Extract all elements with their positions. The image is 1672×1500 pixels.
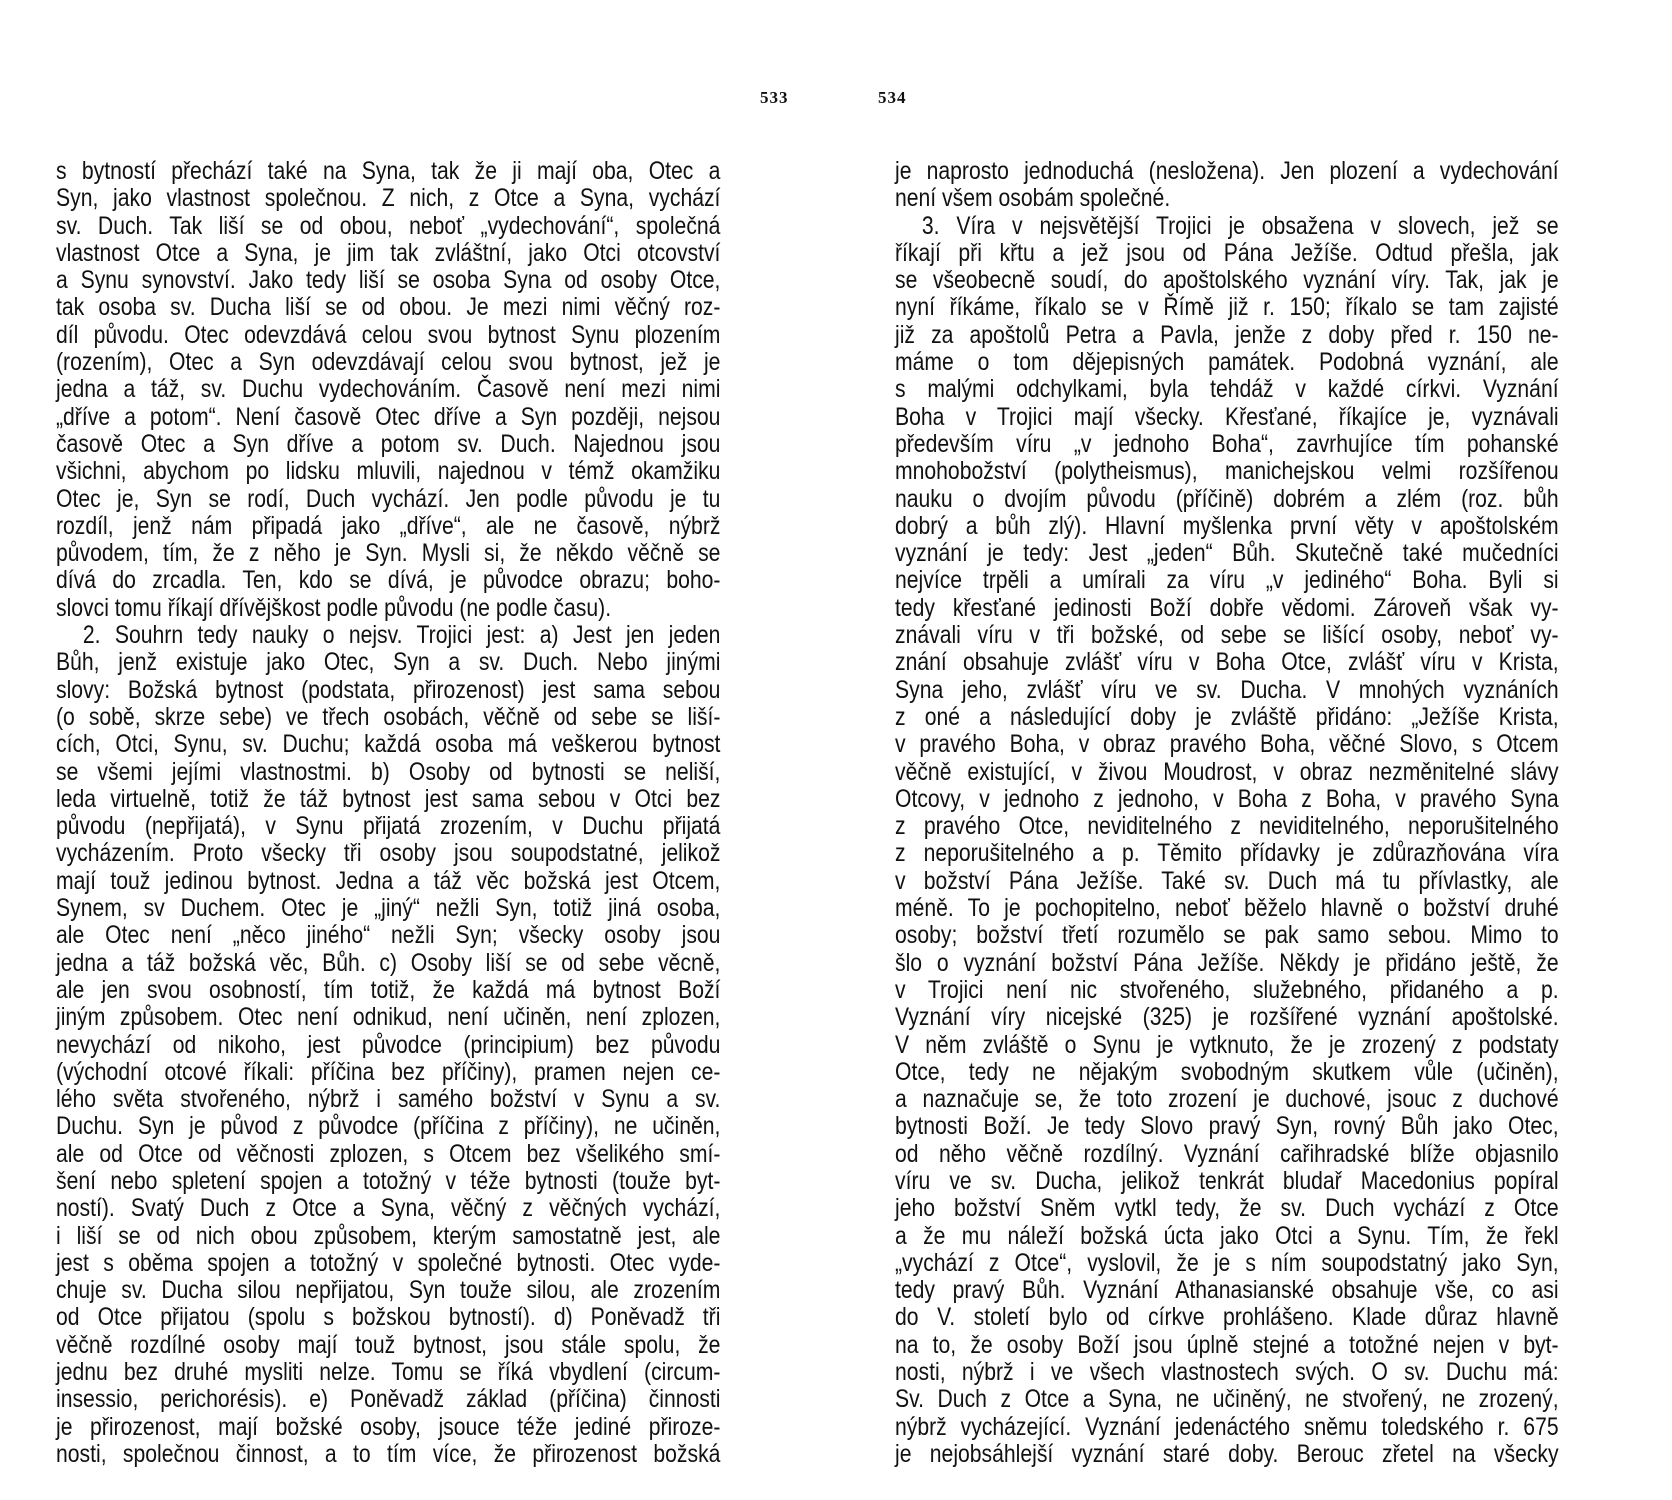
text-line: mají touž jedinou bytnost. Jedna a táž věc božská jest Otcem, [56,866,721,895]
text-line: vyznání je tedy: Jest „jeden“ Bůh. Skutečně také mučedníci [895,539,1559,568]
text-line: „dříve a potom“. Není časově Otec dříve a Syn později, nejsou [56,402,721,431]
text-line: původu (nepřijatá), v Synu přijatá zrozením, v Duchu přijatá [56,812,721,841]
text-line: věčně existující, v živou Moudrost, v obraz nezměnitelné slávy [895,757,1559,786]
text-line: Vyznání víry nicejské (325) je rozšířené vyznání apoštolské. [895,1003,1559,1032]
text-line: jedna a táž, sv. Duchu vydechováním. Časově není mezi nimi [56,375,721,404]
text-line: i liší se od nich obou způsobem, kterým samostatně jest, ale [56,1221,721,1250]
text-line: a že mu náleží božská úcta jako Otci a Synu. Tím, že řekl [895,1221,1559,1250]
right-page-text [895,158,1559,1468]
text-line: a Synu synovství. Jako tedy liší se osoba Syna od osoby Otce, [56,266,721,295]
text-line: mnohobožství (polytheismus), manichejskou velmi rozšířenou [895,457,1559,486]
text-line: „vychází z Otce“, vyslovil, že je s ním soupodstatný jako Syn, [895,1248,1559,1277]
text-line: s malými odchylkami, byla tehdáž v každé církvi. Vyznání [895,375,1559,404]
text-line: z neporušitelného a p. Těmito přídavky je zdůrazňována víra [895,839,1559,868]
text-line: časově Otec a Syn dříve a potom sv. Duch. Najednou jsou [56,429,721,458]
text-line: Otce, tedy ne nějakým svobodným skutkem vůle (učiněn), [895,1057,1559,1086]
text-line: víru ve sv. Ducha, jelikož tenkrát bludař Macedonius popíral [895,1166,1559,1195]
text-line: lého světa stvořeného, nýbrž i samého božství v Synu a sv. [56,1085,721,1114]
text-line: osoby; božství třetí rozumělo se pak samo sebou. Mimo to [895,921,1559,950]
text-line: jiným způsobem. Otec není odnikud, není učiněn, není zplozen, [56,1003,721,1032]
text-line: z oné a následující doby je zvláště přidáno: „Ježíše Krista, [895,702,1559,731]
text-line: Otec je, Syn se rodí, Duch vychází. Jen podle původu je tu [56,484,721,513]
text-line: na to, že osoby Boží jsou úplně stejné a totožné nejen v byt- [895,1330,1559,1359]
text-line: Synem, sv Duchem. Otec je „jiný“ nežli Syn, totiž jiná osoba, [56,894,721,923]
text-line: tedy pravý Bůh. Vyznání Athanasianské obsahuje vše, co asi [895,1276,1559,1305]
text-line: není všem osobám společné. [895,184,1171,213]
text-line: šení nebo spletení spojen a totožný v téže bytnosti (touže byt- [56,1166,721,1195]
text-line: je přirozenost, mají božské osoby, jsouce téže jediné přiroze- [56,1412,721,1441]
text-line: ale jen svou osobností, tím totiž, že každá má bytnost Boží [56,975,721,1004]
text-line: především víru „v jednoho Boha“, zavrhujíce tím pohanské [895,429,1559,458]
text-line: nosti, nýbrž i ve všech vlastnostech svých. O sv. Duchu má: [895,1358,1559,1387]
text-line: bytnosti Boží. Je tedy Slovo pravý Syn, rovný Bůh jako Otec, [895,1112,1559,1141]
text-line: jest s oběma spojen a totožný v společné bytnosti. Otec vyde- [56,1248,721,1277]
left-page-text [56,158,720,1468]
text-line: původem, tím, že z něho je Syn. Mysli si, že někdo věčně se [56,539,721,568]
text-line: díl původu. Otec odevzdává celou svou bytnost Synu plozením [56,320,721,349]
text-line: dívá do zrcadla. Ten, kdo se dívá, je původce obrazu; boho- [56,566,721,595]
text-line: V něm zvláště o Synu je vytknuto, že je zrozený z podstaty [895,1030,1559,1059]
text-line: vycházením. Proto všecky tři osoby jsou soupodstatné, jelikož [56,839,721,868]
text-line: šlo o vyznání božství Pána Ježíše. Někdy je přidáno ještě, že [895,948,1559,977]
text-line: nýbrž vycházející. Vyznání jedenáctého sněmu toledského r. 675 [895,1412,1559,1441]
text-line: Sv. Duch z Otce a Syna, ne učiněný, ne stvořený, ne zrozený, [895,1385,1559,1414]
text-line: sv. Duch. Tak liší se od obou, neboť „vydechování“, společná [56,211,721,240]
text-line: slovy: Božská bytnost (podstata, přirozenost) jest sama sebou [56,675,721,704]
text-line: již za apoštolů Petra a Pavla, jenže z doby před r. 150 ne- [895,320,1559,349]
text-line: Boha v Trojici mají všecky. Křesťané, říkajíce je, vyznávali [895,402,1559,431]
text-line: (o sobě, skrze sebe) ve třech osobách, věčně od sebe se liší- [56,702,721,731]
text-line: od Otce přijatou (spolu s božskou bytností). d) Poněvadž tři [56,1303,721,1332]
text-line: nyní říkáme, říkalo se v Římě již r. 150; říkalo se tam zajisté [895,293,1559,322]
text-line: Syn, jako vlastnost společnou. Z nich, z Otce a Syna, vychází [56,184,721,213]
text-line: je nejobsáhlejší vyznání staré doby. Berouc zřetel na všecky [895,1439,1559,1468]
text-line: všichni, abychom po lidsku mluvili, najednou v témž okamžiku [56,457,721,486]
text-line: jedna a táž božská věc, Bůh. c) Osoby liší se od sebe věcně, [56,948,721,977]
text-line: insessio, perichorésis). e) Poněvadž základ (příčina) činnosti [56,1385,721,1414]
text-line: dobrý a bůh zlý). Hlavní myšlenka první věty v apoštolském [895,511,1559,540]
text-line: Bůh, jenž existuje jako Otec, Syn a sv. Duch. Nebo jinými [56,648,721,677]
text-line: znání obsahuje zvlášť víru v Boha Otce, zvlášť víru v Krista, [895,648,1559,677]
text-line: nauku o dvojím původu (příčině) dobrém a zlém (roz. bůh [895,484,1559,513]
text-line: tak osoba sv. Ducha liší se od obou. Je mezi nimi věčný roz- [56,293,721,322]
text-line: s bytností přechází také na Syna, tak že ji mají oba, Otec a [56,157,721,185]
text-line: vlastnost Otce a Syna, je jim tak zvláštní, jako Otci otcovství [56,238,721,267]
text-line: slovci tomu říkají dřívějškost podle původu (ne podle času). [56,593,612,622]
text-line: jeho božství Sněm vytkl tedy, že sv. Duch vychází z Otce [895,1194,1559,1223]
text-line: nejvíce trpěli a umírali za víru „v jediného“ Boha. Byli si [895,566,1559,595]
text-line: nevychází od nikoho, jest původce (principium) bez původu [56,1030,721,1059]
text-line: ale Otec není „něco jiného“ nežli Syn; všecky osoby jsou [56,921,721,950]
text-line: říkají při křtu a jež jsou od Pána Ježíše. Odtud přešla, jak [895,238,1559,267]
text-line: 3. Víra v nejsvětější Trojici je obsažena v slovech, jež se [921,211,1559,240]
text-line: jednu bez druhé mysliti nelze. Tomu se říká vbydlení (circum- [56,1358,721,1387]
text-line: věčně rozdílné osoby mají touž bytnost, jsou stále spolu, že [56,1330,721,1359]
text-line: rozdíl, jenž nám připadá jako „dříve“, ale ne časově, nýbrž [56,511,721,540]
text-line: znávali víru v tři božské, od sebe se lišící osoby, neboť vy- [895,621,1559,650]
text-line: Duchu. Syn je původ z původce (příčina z příčiny), ne učiněn, [56,1112,721,1141]
text-line: se všeobecně soudí, do apoštolského vyznání víry. Tak, jak je [895,266,1559,295]
text-line: se všemi jejími vlastnostmi. b) Osoby od bytnosti se neliší, [56,757,721,786]
text-line: v pravého Boha, v obraz pravého Boha, věčné Slovo, s Otcem [895,730,1559,759]
text-line: (rozením), Otec a Syn odevzdávají celou svou bytnost, jež je [56,348,721,377]
text-line: cích, Otci, Synu, sv. Duchu; každá osoba má veškerou bytnost [56,730,721,759]
text-line: do V. století bylo od církve prohlášeno. Klade důraz hlavně [895,1303,1559,1332]
text-line: v Trojici není nic stvořeného, služebného, přidaného a p. [895,975,1559,1004]
text-line: a naznačuje se, že toto zrození je duchové, jsouc z duchové [895,1085,1559,1114]
page-number-right: 534 [878,88,907,107]
text-line: (východní otcové říkali: příčina bez příčiny), pramen nejen ce- [56,1057,721,1086]
text-line: od něho věčně rozdílný. Vyznání cařihradské blíže objasnilo [895,1139,1559,1168]
text-line: Otcovy, v jednoho z jednoho, v Boha z Boha, v pravého Syna [895,784,1559,813]
text-line: nosti, společnou činnost, a to tím více, že přirozenost božská [56,1439,721,1468]
text-line: máme o tom dějepisných památek. Podobná vyznání, ale [895,348,1559,377]
text-line: Syna jeho, zvlášť víru ve sv. Ducha. V mnohých vyznáních [895,675,1559,704]
text-line: v božství Pána Ježíše. Také sv. Duch má tu přívlastky, ale [895,866,1559,895]
text-line: je naprosto jednoduchá (nesložena). Jen plození a vydechování [895,157,1559,185]
text-line: tedy křesťané jedinosti Boží dobře vědomi. Zároveň však vy- [895,593,1559,622]
text-line: chuje sv. Ducha silou nepřijatou, Syn touže silou, ale zrozením [56,1276,721,1305]
text-line: ale od Otce od věčnosti zplozen, s Otcem bez všelikého smí- [56,1139,721,1168]
page-number-left: 533 [760,88,789,107]
text-line: z pravého Otce, neviditelného z neviditelného, neporušitelného [895,812,1559,841]
text-line: leda virtuelně, totiž že táž bytnost jest sama sebou v Otci bez [56,784,721,813]
text-line: ností). Svatý Duch z Otce a Syna, věčný z věčných vychází, [56,1194,721,1223]
text-line: méně. To je pochopitelno, neboť běželo hlavně o božství druhé [895,894,1559,923]
text-line: 2. Souhrn tedy nauky o nejsv. Trojici jest: a) Jest jen jeden [82,621,721,650]
